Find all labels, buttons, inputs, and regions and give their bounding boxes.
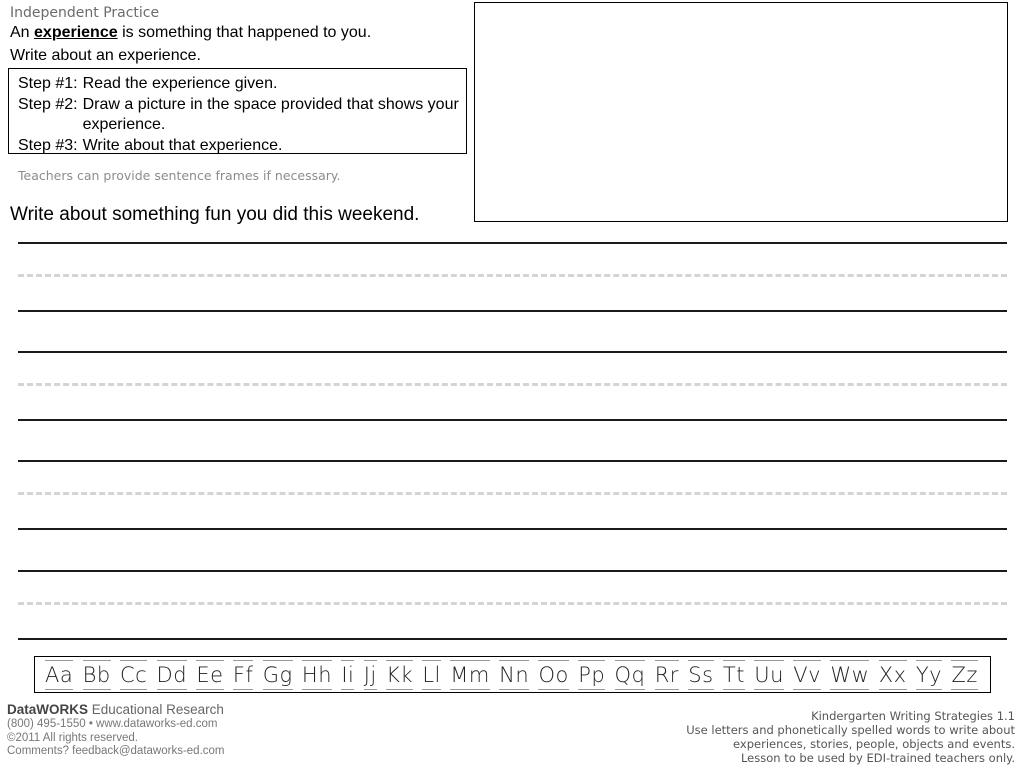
alphabet-strip [34,656,991,693]
alphabet-letter: Ll [422,660,441,690]
alphabet-letter: Ii [341,660,354,690]
alphabet-letter: Bb [83,660,111,690]
step-item [18,95,466,136]
alphabet-letter: Xx [879,660,907,690]
teacher-note: Teachers can provide sentence frames if necessary. [18,168,341,183]
writing-mid-line [18,274,1007,277]
writing-top-line [18,351,1007,353]
step-text: Read the experience given. [82,75,278,92]
alphabet-letter: Gg [263,660,293,690]
brand-rest: Educational Research [88,702,224,717]
alphabet-letter: Ss [688,660,713,690]
steps-box [8,68,467,154]
alphabet-letter: Kk [386,660,413,690]
definition-suffix: is something that happened to you. [117,24,372,41]
definition-term: experience [34,24,118,41]
lesson-note: Lesson to be used by EDI-trained teachers only. [740,751,1015,765]
feedback-contact: Comments? feedback@dataworks-ed.com [7,745,225,757]
alphabet-letter: Zz [951,660,977,690]
brand-bold: DataWORKS [7,702,89,717]
step-number: Step #2: [18,95,78,113]
step-item [18,74,466,95]
alphabet-letter: Oo [538,660,568,690]
writing-prompt: Write about something fun you did this weekend. [10,204,420,225]
writing-mid-line [18,492,1007,495]
section-label: Independent Practice [10,5,160,21]
alphabet-letter: Qq [615,660,646,690]
step-text: Write about that experience. [82,136,283,154]
writing-base-line [18,310,1007,312]
alphabet-letter: Uu [754,660,784,690]
brand-logo [7,702,224,717]
drawing-area[interactable] [474,2,1008,222]
alphabet-letter: Aa [45,660,73,690]
alphabet-letter: Dd [157,660,188,690]
contact-phone-web: (800) 495-1550 • www.dataworks-ed.com [7,718,218,730]
writing-mid-line [18,602,1007,605]
definition-line [10,24,371,42]
writing-base-line [18,528,1007,530]
step-number: Step #3: [18,136,78,154]
definition-prefix: An [10,24,35,41]
step-number: Step #1: [18,75,78,92]
writing-top-line [18,570,1007,572]
alphabet-letter: Ee [196,660,223,690]
copyright: ©2011 All rights reserved. [7,732,138,744]
alphabet-letter: Mm [450,660,490,690]
alphabet-letter: Ff [233,660,253,690]
alphabet-letter: Yy [916,660,942,690]
writing-base-line [18,638,1007,640]
writing-mid-line [18,383,1007,386]
instruction-line: Write about an experience. [10,47,201,64]
step-item [18,136,466,157]
alphabet-letter: Jj [364,660,377,690]
writing-base-line [18,419,1007,421]
step-text: Draw a picture in the space provided that shows your experience. [82,95,459,133]
alphabet-letter: Hh [302,660,332,690]
alphabet-letter: Vv [793,660,821,690]
alphabet-letter: Tt [723,660,745,690]
alphabet-letter: Ww [830,660,869,690]
alphabet-letter: Nn [499,660,529,690]
alphabet-letter: Cc [120,660,147,690]
standard-text: experiences, stories, people, objects and events. [733,737,1015,751]
standard-text: Use letters and phonetically spelled words to write about [686,723,1015,737]
course-title: Kindergarten Writing Strategies 1.1 [811,709,1015,723]
alphabet-letter: Rr [655,660,679,690]
writing-top-line [18,460,1007,462]
alphabet-letter: Pp [578,660,605,690]
writing-top-line [18,242,1007,244]
